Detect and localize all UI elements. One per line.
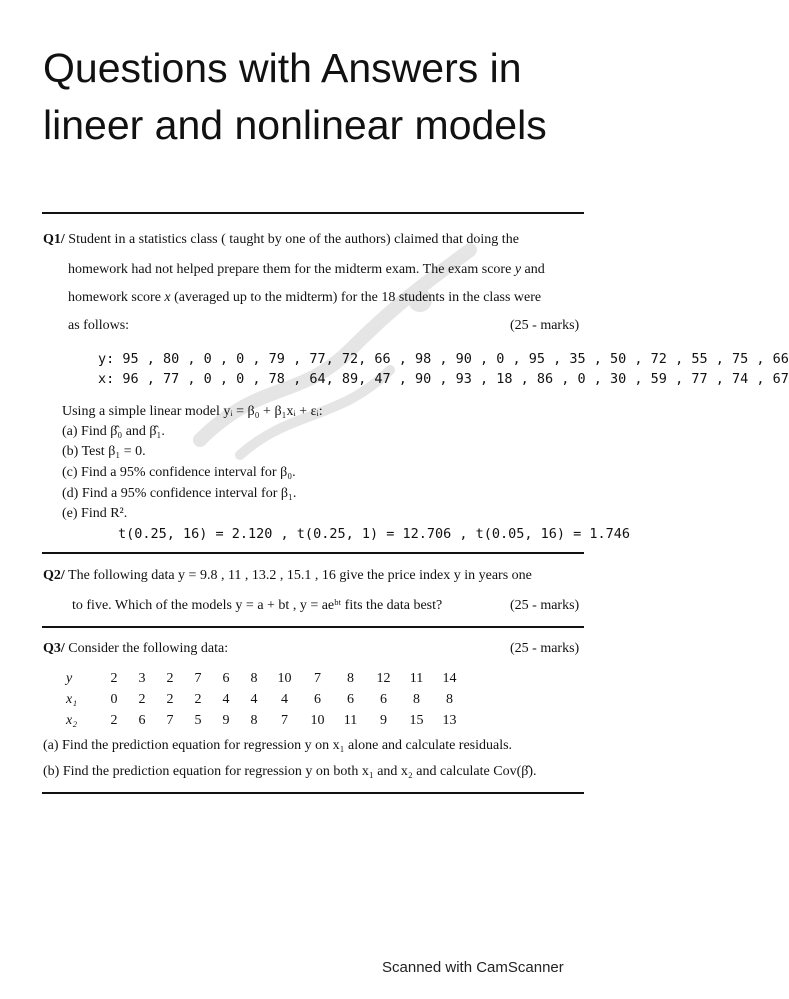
q1-line-1 <box>43 232 519 248</box>
divider-q2-q3 <box>42 626 584 628</box>
q1-line-2 <box>68 262 545 278</box>
table-cell: 6 <box>138 712 146 728</box>
q1-text-1: Student in a statistics class ( taught by one of the authors) claimed that doing the <box>68 232 519 247</box>
table-cell: 7 <box>314 670 321 686</box>
table-cell: 8 <box>250 670 258 686</box>
table-cell: 0 <box>110 691 118 707</box>
q3-text-1: Consider the following data: <box>68 641 229 656</box>
camscanner-footer: Scanned with CamScanner <box>382 959 564 976</box>
q1-part-b: (b) Test β₁ = 0. <box>62 444 146 459</box>
q2-marks: (25 - marks) <box>510 598 580 613</box>
q1-marks: (25 - marks) <box>510 318 580 333</box>
q1-part-d: (d) Find a 95% confidence interval for β₁. <box>62 486 297 501</box>
q1-y-data: y: 95 , 80 , 0 , 0 , 79 , 77, 72, 66 , 98 , 90 , 0 , 95 , 35 , 50 , 72 , 55 , 75 , 66 <box>98 351 789 367</box>
q1-part-c: (c) Find a 95% confidence interval for β₀. <box>62 465 296 480</box>
q3-marks: (25 - marks) <box>510 641 580 656</box>
q1-line-3 <box>68 290 541 306</box>
q1-part-a: (a) Find β̂₀ and β̂₁. <box>62 424 165 439</box>
title-line-2: lineer and nonlinear models <box>43 102 547 148</box>
table-cell: 2 <box>166 670 174 686</box>
q1-x-data: x: 96 , 77 , 0 , 0 , 78 , 64, 89, 47 , 90 , 93 , 18 , 86 , 0 , 30 , 59 , 77 , 74 , 67 <box>98 371 789 387</box>
table-cell: 6 <box>347 691 354 707</box>
q3-part-a: (a) Find the prediction equation for regression y on x₁ alone and calculate residuals. <box>43 738 513 753</box>
table-cell: 6 <box>380 691 387 707</box>
table-cell: 15 <box>409 712 424 728</box>
table-cell: 4 <box>222 691 230 707</box>
table-cell: 9 <box>222 712 230 728</box>
table-cell: 2 <box>138 691 146 707</box>
q1-model: Using a simple linear model yᵢ = β₀ + β₁xᵢ + εᵢ: <box>62 404 323 419</box>
table-row <box>66 668 466 689</box>
table-row <box>66 689 466 710</box>
table-cell: 8 <box>446 691 453 707</box>
table-cell: 7 <box>281 712 288 728</box>
q3-line-1 <box>43 641 228 657</box>
table-cell: 7 <box>166 712 174 728</box>
table-cell: 10 <box>277 670 292 686</box>
q1-part-e: (e) Find R². <box>62 506 128 521</box>
table-cell: 11 <box>343 712 358 728</box>
q1-text-3c: (averaged up to the midterm) for the 18 students in the class were <box>170 290 542 305</box>
q2-line-1 <box>43 568 532 584</box>
q1-var-y: y <box>514 262 522 277</box>
table-cell: 6 <box>314 691 321 707</box>
q1-label: Q1/ <box>43 232 65 247</box>
table-cell: 2 <box>110 712 118 728</box>
table-cell: 4 <box>281 691 288 707</box>
q1-text-2c: and <box>521 262 545 277</box>
table-cell: 5 <box>194 712 202 728</box>
table-cell: 8 <box>250 712 258 728</box>
q1-t-values: t(0.25, 16) = 2.120 , t(0.25, 1) = 12.706 , t(0.05, 16) = 1.746 <box>118 526 631 542</box>
table-cell: 10 <box>310 712 325 728</box>
q3-label: Q3/ <box>43 641 65 656</box>
q3-part-b: (b) Find the prediction equation for regression y on both x₁ and x₂ and calculate Cov(β̂). <box>43 764 537 779</box>
divider-bottom <box>42 792 584 794</box>
table-cell: 3 <box>138 670 146 686</box>
table-cell: 14 <box>442 670 457 686</box>
table-cell: 8 <box>347 670 354 686</box>
q1-line-4: as follows: <box>68 318 130 333</box>
table-cell: 2 <box>110 670 118 686</box>
table-cell: 4 <box>250 691 258 707</box>
q1-text-2a: homework had not helped prepare them for the midterm exam. The exam score <box>68 262 515 277</box>
page-title <box>43 40 623 154</box>
divider-q1-q2 <box>42 552 584 554</box>
table-cell: 7 <box>194 670 202 686</box>
table-cell: 6 <box>222 670 230 686</box>
q3-data-table <box>66 668 466 731</box>
divider-top <box>42 212 584 214</box>
table-cell: 2 <box>194 691 202 707</box>
table-cell: 2 <box>166 691 174 707</box>
table-row-label: x₂ <box>66 712 78 728</box>
q2-line-2: to five. Which of the models y = a + bt , y = aeᵇᵗ fits the data best? <box>72 598 443 613</box>
table-row-label: x₁ <box>66 691 78 707</box>
table-cell: 9 <box>380 712 387 728</box>
q2-text-1: The following data y = 9.8 , 11 , 13.2 , 15.1 , 16 give the price index y in years one <box>68 568 532 583</box>
table-row-label: y <box>66 670 73 686</box>
q1-var-x: x <box>164 290 171 305</box>
q2-label: Q2/ <box>43 568 65 583</box>
title-line-1: Questions with Answers in <box>43 45 522 91</box>
table-cell: 8 <box>413 691 420 707</box>
table-row <box>66 710 466 731</box>
table-cell: 11 <box>409 670 424 686</box>
table-cell: 12 <box>376 670 391 686</box>
table-cell: 13 <box>442 712 457 728</box>
q1-text-3a: homework score <box>68 290 165 305</box>
